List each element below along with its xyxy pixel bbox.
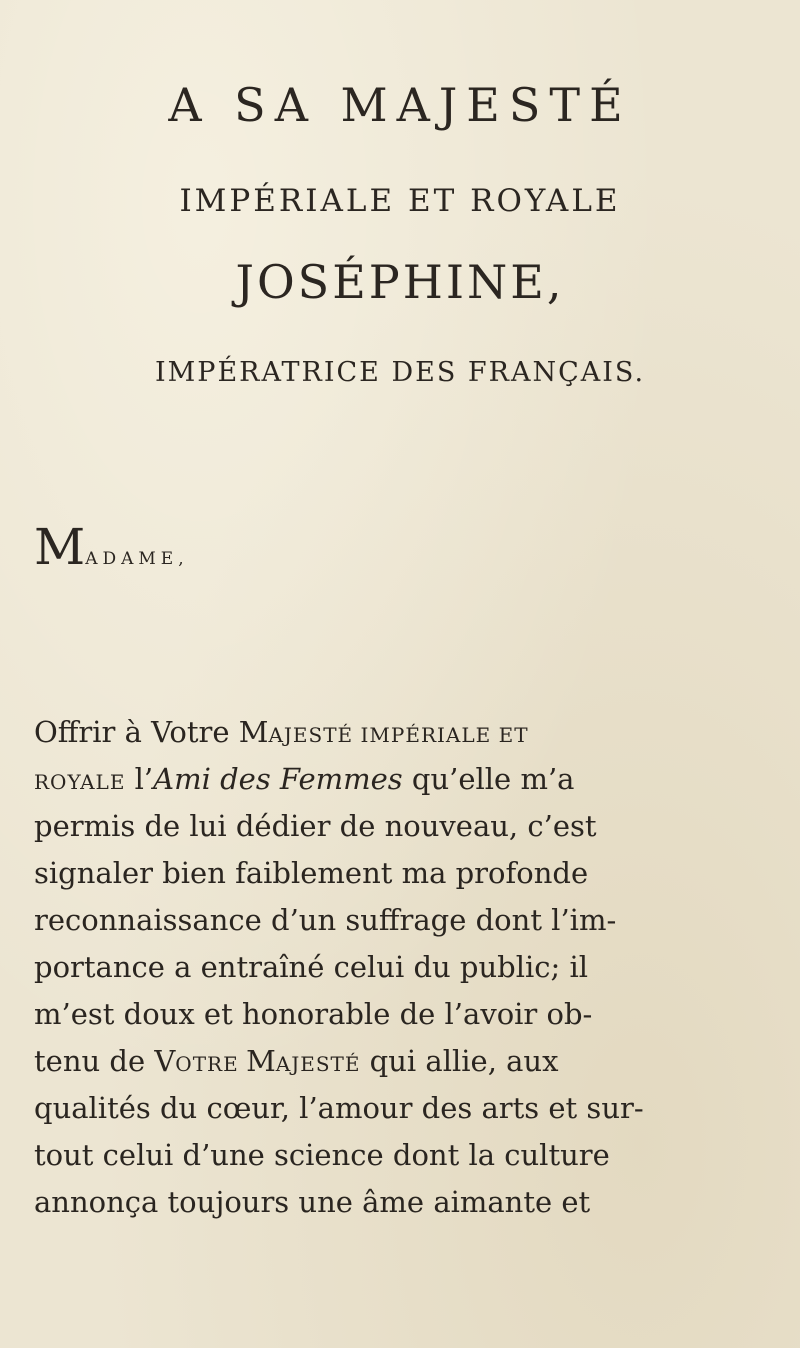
body-line-10: tout celui d’une science dont la culture [34,1138,610,1172]
salutation [34,518,189,576]
body-line-1 [34,715,529,749]
body-line-2-d: qu’elle m’a [402,762,575,796]
body-line-8-b: V [154,1044,176,1078]
body-line-6: portance a entraîné celui du public; il [34,950,589,984]
body-line-2 [34,762,574,796]
dedication-title-line-1: A SA MAJESTÉ [168,78,632,132]
book-title-italic: Ami des Femmes [153,762,403,796]
body-line-8-c: OTRE [175,1052,247,1076]
body-line-2-b: l’ [125,762,154,796]
body-line-8-f: qui allie, aux [360,1044,559,1078]
dedication-title-line-3: JOSÉPHINE, [235,255,565,309]
body-line-7: m’est doux et honorable de l’avoir ob- [34,997,593,1031]
body-line-1-b: M [238,715,269,749]
body-line-2-a: ROYALE [34,770,126,794]
salutation-initial: M [34,518,86,576]
body-line-9: qualités du cœur, l’amour des arts et sur- [34,1091,644,1125]
body-line-8-a: tenu de [34,1044,155,1078]
body-line-8-e: AJESTÉ [275,1052,361,1076]
body-line-11: annonça toujours une âme aimante et [34,1185,591,1219]
body-line-8 [34,1044,558,1078]
salutation-rest: ADAME, [85,549,189,569]
body-line-3: permis de lui dédier de nouveau, c’est [34,809,597,843]
dedication-title-line-2: IMPÉRIALE ET ROYALE [179,183,621,219]
body-line-1-c: AJESTÉ IMPÉRIALE ET [268,723,529,747]
body-line-8-d: M [246,1044,276,1078]
body-line-1-a: Offrir à Votre [34,715,239,749]
body-line-5: reconnaissance d’un suffrage dont l’im- [34,903,617,937]
dedication-title-line-4: IMPÉRATRICE DES FRANÇAIS. [154,357,646,388]
body-line-4: signaler bien faiblement ma profonde [34,856,589,890]
